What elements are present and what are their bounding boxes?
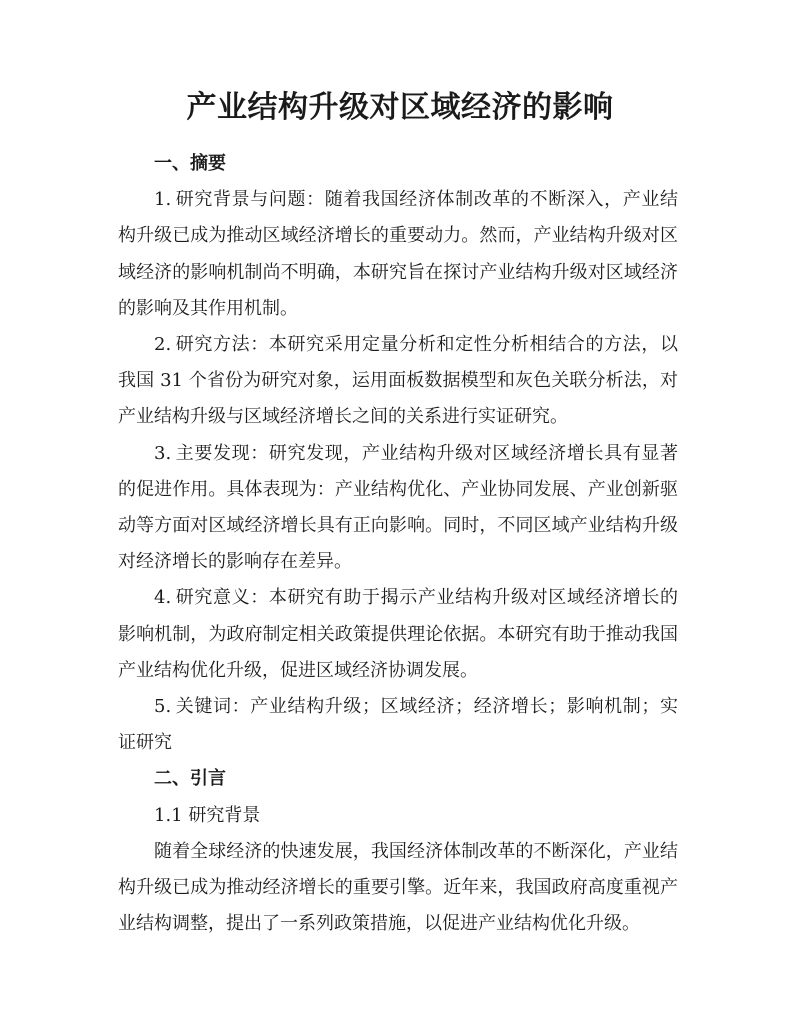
introduction-heading: 二、引言 <box>154 768 226 790</box>
abstract-item-text: 研究背景与问题：随着我国经济体制改革的不断深入，产业结构升级已成为推动区域经济增长的重要动力。然而，产业结构升级对区域经济的影响机制尚不明确，本研究旨在探讨产业结构升级对区域经济的影响及其作用机制。 <box>118 189 678 319</box>
abstract-item <box>118 327 678 436</box>
abstract-item-text: 关键词：产业结构升级；区域经济；经济增长；影响机制；实证研究 <box>118 696 678 754</box>
abstract-item-text: 主要发现：研究发现，产业结构升级对区域经济增长具有显著的促进作用。具体表现为：产业结构优化、产业协同发展、产业创新驱动等方面对区域经济增长具有正向影响。同时，不同区域产业结构升级对经济增长的影响存在差异。 <box>118 442 678 573</box>
abstract-item <box>118 182 678 327</box>
abstract-item-text: 研究方法：本研究采用定量分析和定性分析相结合的方法，以我国 31 个省份为研究对象，运用面板数据模型和灰色关联分析法，对产业结构升级与区域经济增长之间的关系进行实证研究。 <box>118 334 678 428</box>
introduction-paragraph: 随着全球经济的快速发展，我国经济体制改革的不断深化，产业结构升级已成为推动经济增长的重要引擎。近年来，我国政府高度重视产业结构调整，提出了一系列政策措施，以促进产业结构优化升级。 <box>118 840 678 935</box>
abstract-item-number: 4. <box>154 587 172 609</box>
abstract-item-number: 2. <box>154 334 172 356</box>
abstract-heading: 一、摘要 <box>154 153 226 174</box>
abstract-item <box>118 436 678 581</box>
document-title: 产业结构升级对区域经济的影响 <box>186 90 614 125</box>
abstract-item <box>118 580 678 689</box>
abstract-item-number: 1. <box>154 189 172 211</box>
introduction-subheading: 1.1 研究背景 <box>154 804 261 826</box>
document-body <box>118 146 678 942</box>
abstract-item-number: 5. <box>154 696 172 718</box>
abstract-item <box>118 689 678 761</box>
abstract-item-number: 3. <box>154 442 172 464</box>
abstract-item-text: 研究意义：本研究有助于揭示产业结构升级对区域经济增长的影响机制，为政府制定相关政策提供理论依据。本研究有助于推动我国产业结构优化升级，促进区域经济协调发展。 <box>118 587 678 681</box>
